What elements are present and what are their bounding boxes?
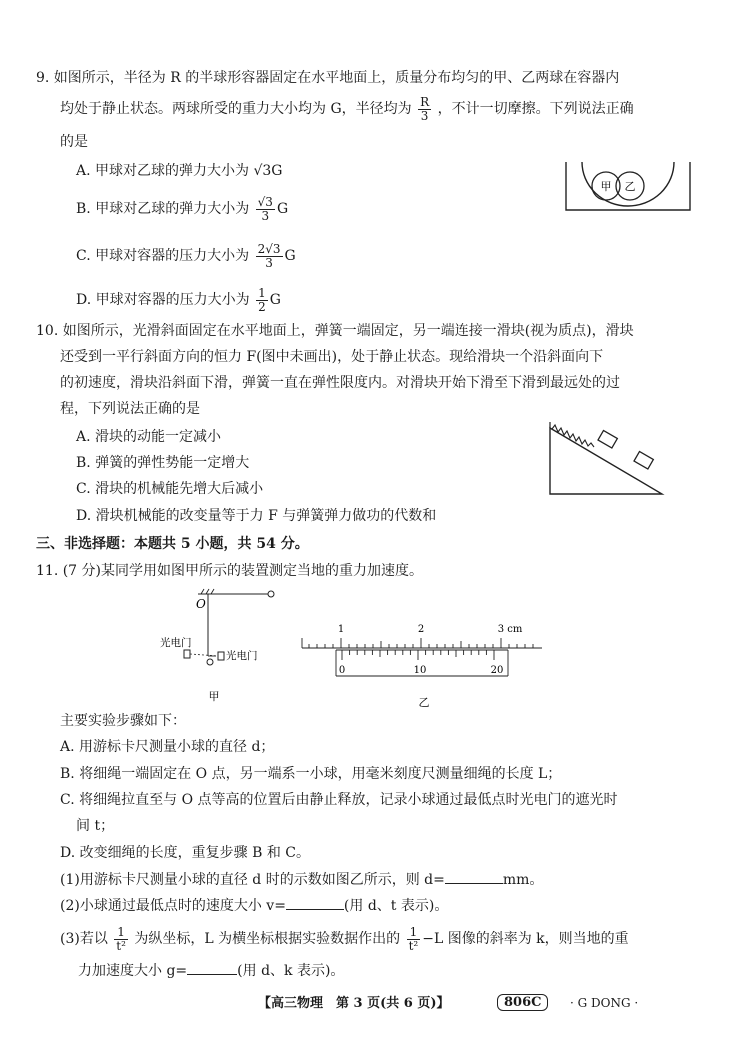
q9-stem-line2-pre: 均处于静止状态。两球所受的重力大小均为 G，半径均为: [60, 101, 412, 118]
q10-option-c: C. 滑块的机械能先增大后减小: [76, 481, 264, 497]
q9-option-d-fraction: [256, 287, 268, 313]
q9-ball-yi-label: 乙: [624, 180, 636, 193]
q11-vernier-figure: [298, 620, 544, 708]
q9-option-a: [76, 163, 282, 179]
footer-region: · G DONG ·: [570, 996, 639, 1010]
q11-sub3-answer-blank[interactable]: [187, 962, 237, 975]
q9-stem-line2-post: ，不计一切摩擦。下列说法正确: [437, 101, 634, 118]
q11-sub1-answer-blank[interactable]: [445, 871, 503, 884]
q10-stem-line2: 还受到一平行斜面方向的恒力 F(图中未画出)，处于静止状态。现给滑块一个沿斜面向下: [60, 349, 604, 365]
q11-sub3-fraction-1-num: 1: [114, 926, 128, 940]
q11-gate-label-left: 光电门: [160, 637, 192, 649]
q9-option-b: [76, 196, 288, 222]
q9-option-c: [76, 243, 296, 269]
q10-option-d: D. 滑块机械能的改变量等于力 F 与弹簧弹力做功的代数和: [76, 508, 437, 524]
q11-sub3-fraction-2-den: t²: [408, 938, 419, 953]
q9-container-figure: [562, 158, 694, 216]
q10-option-b: B. 弹簧的弹性势能一定增大: [76, 455, 250, 471]
q10-block-lower: [634, 451, 653, 469]
q11-sub1-text: (1)用游标卡尺测量小球的直径 d 时的示数如图乙所示，则 d=: [60, 872, 445, 888]
q9-option-d-post: G: [269, 292, 281, 309]
q11-step-b: B. 将细绳一端固定在 O 点，另一端系一小球，用毫米刻度尺测量细绳的长度 L；: [60, 766, 562, 782]
q11-sub3-line2-hint: (用 d、k 表示)。: [237, 963, 345, 979]
q11-pendulum-figure: [160, 586, 290, 704]
q11-sub2-answer-blank[interactable]: [286, 897, 344, 910]
q11-step-a: A. 用游标卡尺测量小球的直径 d；: [60, 739, 275, 755]
q9-fraction-den: 3: [420, 108, 429, 123]
q11-sub1-unit: mm。: [502, 872, 544, 888]
q11-step-c-line1: C. 将细绳拉直至与 O 点等高的位置后由静止释放，记录小球通过最低点时光电门的遮光时: [60, 792, 618, 808]
q9-option-c-post: G: [284, 248, 296, 265]
q11-sub3-line2: [78, 962, 344, 979]
q9-option-a-value: √3G: [253, 163, 283, 179]
footer-code-badge: [497, 996, 548, 1011]
q11-sub3-line1: [60, 926, 629, 952]
q9-option-c-num: 2√3: [257, 242, 281, 256]
q9-stem-line3: 的是: [60, 134, 88, 150]
q11-main-label-3: 3 cm: [497, 624, 523, 635]
q9-option-a-text: A. 甲球对乙球的弹力大小为: [76, 163, 250, 179]
q11-sub2-hint: (用 d、t 表示)。: [343, 898, 449, 914]
q9-option-b-post: G: [276, 201, 289, 218]
q9-fraction-num: R: [420, 95, 430, 109]
q11-sub3-fraction-1-den: t²: [116, 938, 126, 953]
q11-sub3-fraction-2-num: 1: [407, 926, 421, 940]
q10-incline: [550, 428, 662, 494]
q9-option-d-den: 2: [258, 299, 266, 314]
footer-code: 806C: [497, 994, 548, 1011]
q11-ball-top: [268, 591, 274, 597]
q11-sub3-text-a: (3)若以: [60, 931, 108, 948]
q9-option-d-num: 1: [258, 286, 266, 300]
q11-gate-left: [184, 650, 190, 658]
section-3-heading: 三、非选择题：本题共 5 小题，共 54 分。: [36, 536, 309, 552]
q11-sub3-text-b: 为纵坐标，L 为横坐标根据实验数据作出的: [134, 931, 401, 948]
q9-option-b-fraction: [256, 196, 275, 222]
q11-main-scale: [302, 638, 542, 648]
q10-stem-line3: 的初速度，滑块沿斜面下滑，弹簧一直在弹性限度内。对滑块开始下滑至下滑到最远处的过: [60, 375, 620, 391]
q11-sub3-line2-text: 力加速度大小 g=: [78, 963, 188, 979]
q9-stem-line2: [60, 96, 634, 122]
q9-option-d: [76, 287, 281, 313]
q11-ball-bottom: [207, 659, 213, 665]
q11-main-label-1: 1: [337, 624, 345, 635]
q11-sub2-text: (2)小球通过最低点时的速度大小 v=: [60, 898, 286, 914]
q9-option-b-num: √3: [257, 195, 273, 209]
q11-step-d: D. 改变细绳的长度，重复步骤 B 和 C。: [60, 845, 310, 861]
q9-stem-line1: 9. 如图所示，半径为 R 的半球形容器固定在水平地面上，质量分布均匀的甲、乙两球在容器内: [36, 70, 620, 86]
q11-vernier-label-20: 20: [490, 665, 504, 676]
q11-sub3-fraction-2: [407, 926, 421, 952]
q10-block-upper: [598, 430, 617, 448]
q11-vernier-label-0: 0: [338, 665, 346, 676]
q9-ball-jia-label: 甲: [600, 180, 612, 193]
q10-incline-figure: [546, 420, 668, 500]
q9-option-c-den: 3: [265, 255, 273, 270]
q9-option-c-fraction: [256, 243, 283, 269]
q11-intro: 11. (7 分)某同学用如图甲所示的装置测定当地的重力加速度。: [36, 563, 423, 579]
q11-gate-label-right: 光电门: [226, 650, 258, 662]
q11-main-label-2: 2: [417, 624, 425, 635]
q11-sub2: [60, 897, 448, 914]
q11-vernier-label-10: 10: [413, 665, 427, 676]
q10-stem-line1: 10. 如图所示，光滑斜面固定在水平地面上，弹簧一端固定，另一端连接一滑块(视为质点)，滑块: [36, 323, 634, 339]
footer-page-info: 【高三物理 第 3 页(共 6 页)】: [258, 996, 450, 1011]
q11-step-c-line2: 间 t；: [76, 818, 115, 834]
q11-sub3-text-c: −L 图像的斜率为 k，则当地的重: [422, 931, 629, 948]
q11-gate-right: [218, 652, 224, 660]
q10-option-a: A. 滑块的动能一定减小: [76, 429, 222, 445]
q10-spring: [552, 425, 594, 447]
q9-option-b-text: B. 甲球对乙球的弹力大小为: [76, 201, 250, 218]
q11-fig-label-yi: 乙: [418, 696, 430, 708]
q9-radius-fraction: [418, 96, 431, 122]
q11-sub3-fraction-1: [114, 926, 128, 952]
q10-stem-line4: 程，下列说法正确的是: [60, 401, 200, 417]
q9-option-b-den: 3: [261, 208, 270, 223]
q9-option-d-text: D. 甲球对容器的压力大小为: [76, 292, 250, 309]
q11-point-o: O: [196, 597, 206, 611]
q9-option-c-text: C. 甲球对容器的压力大小为: [76, 248, 250, 265]
q11-steps-title: 主要实验步骤如下：: [60, 713, 186, 729]
q11-fig-label-jia: 甲: [208, 690, 220, 703]
q11-sub1: [60, 871, 543, 888]
